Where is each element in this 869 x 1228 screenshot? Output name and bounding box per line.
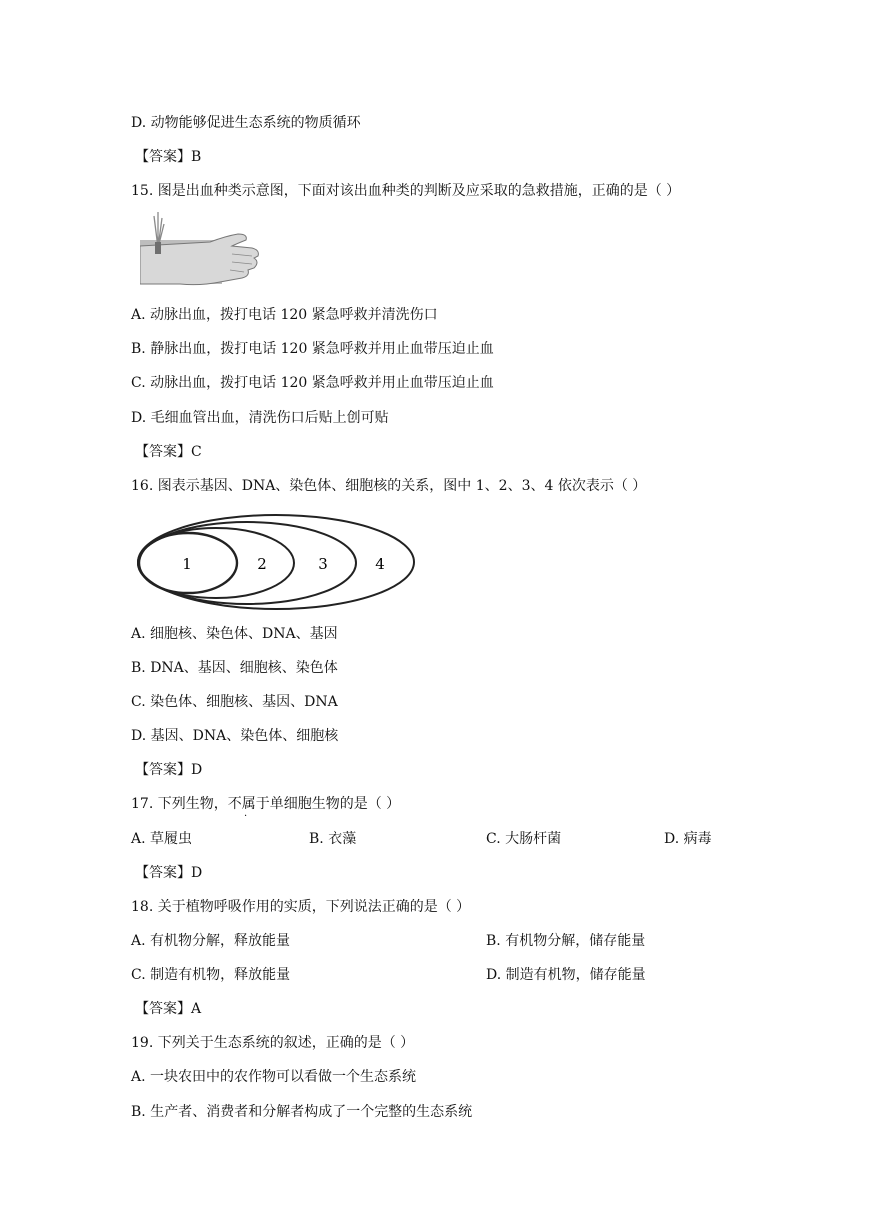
diagram-label-1: 1 bbox=[182, 555, 192, 573]
option-a-q16: A. 细胞核、染色体、DNA、基因 bbox=[131, 626, 338, 642]
nested-ellipse-diagram bbox=[134, 510, 418, 612]
option-c-q17: C. 大肠杆菌 bbox=[486, 831, 562, 847]
option-a-q19: A. 一块农田中的农作物可以看做一个生态系统 bbox=[131, 1069, 417, 1085]
option-d-q16: D. 基因、DNA、染色体、细胞核 bbox=[131, 728, 339, 744]
option-b-q18: B. 有机物分解，储存能量 bbox=[486, 933, 646, 949]
question-19: 19. 下列关于生态系统的叙述，正确的是（ ） bbox=[131, 1035, 415, 1051]
question-15: 15. 图是出血种类示意图，下面对该出血种类的判断及应采取的急救措施，正确的是（ ） bbox=[131, 183, 681, 199]
option-b-q17: B. 衣藻 bbox=[309, 831, 357, 847]
answer-q16: 【答案】D bbox=[135, 762, 203, 778]
option-a-q15: A. 动脉出血，拨打电话 120 紧急呼救并清洗伤口 bbox=[131, 307, 438, 323]
option-d-q17: D. 病毒 bbox=[664, 831, 712, 847]
option-b-q19: B. 生产者、消费者和分解者构成了一个完整的生态系统 bbox=[131, 1104, 473, 1120]
option-b-q16: B. DNA、基因、细胞核、染色体 bbox=[131, 660, 338, 676]
answer-q17: 【答案】D bbox=[135, 865, 203, 881]
option-c-q16: C. 染色体、细胞核、基因、DNA bbox=[131, 694, 338, 710]
option-b-q15: B. 静脉出血，拨打电话 120 紧急呼救并用止血带压迫止血 bbox=[131, 341, 494, 357]
answer-q18: 【答案】A bbox=[135, 1001, 202, 1017]
option-d-q15: D. 毛细血管出血，清洗伤口后贴上创可贴 bbox=[131, 410, 389, 426]
option-d-q18: D. 制造有机物，储存能量 bbox=[486, 967, 646, 983]
diagram-label-3: 3 bbox=[318, 555, 328, 573]
answer-q15: 【答案】C bbox=[135, 444, 202, 460]
bleeding-hand-figure bbox=[140, 212, 266, 288]
option-c-q15: C. 动脉出血，拨打电话 120 紧急呼救并用止血带压迫止血 bbox=[131, 375, 494, 391]
option-d-q14: D. 动物能够促进生态系统的物质循环 bbox=[131, 115, 361, 131]
question-16: 16. 图表示基因、DNA、染色体、细胞核的关系，图中 1、2、3、4 依次表示（ ） bbox=[131, 478, 647, 494]
option-a-q17: A. 草履虫 bbox=[131, 831, 193, 847]
answer-q14: 【答案】B bbox=[135, 149, 202, 165]
option-a-q18: A. 有机物分解，释放能量 bbox=[131, 933, 291, 949]
question-17: 17. 下列生物，不属于单细胞生物的是（ ） bbox=[131, 796, 401, 812]
diagram-label-4: 4 bbox=[375, 555, 385, 573]
question-18: 18. 关于植物呼吸作用的实质，下列说法正确的是（ ） bbox=[131, 899, 471, 915]
diagram-label-2: 2 bbox=[257, 555, 267, 573]
option-c-q18: C. 制造有机物，释放能量 bbox=[131, 967, 291, 983]
emphasis-dot: · bbox=[244, 811, 248, 822]
